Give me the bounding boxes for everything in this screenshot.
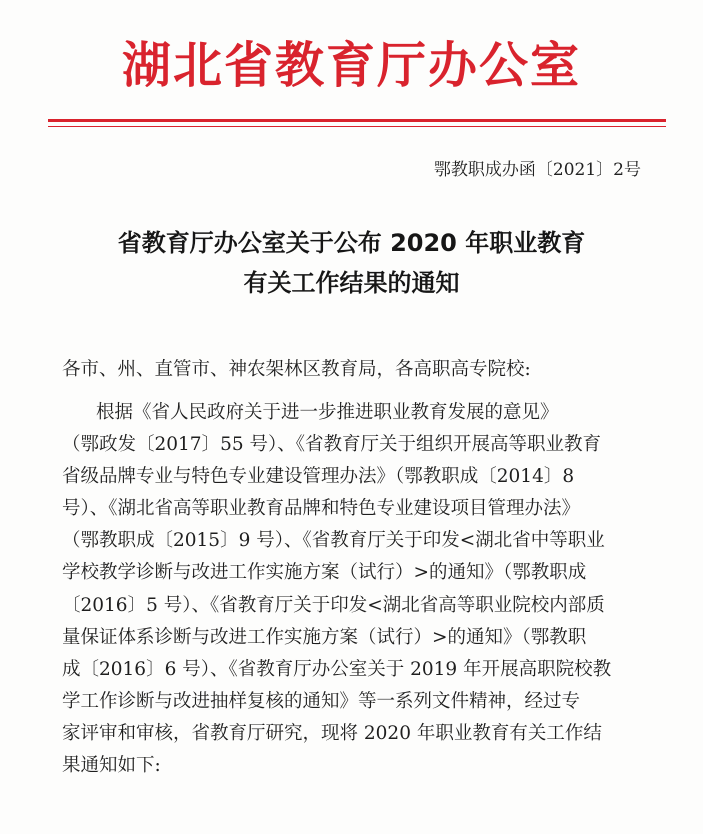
body-line-12: 果通知如下:	[62, 755, 161, 776]
body-line-1: 根据《省人民政府关于进一步推进职业教育发展的意见》	[96, 402, 559, 423]
document-title-line-2: 有关工作结果的通知	[243, 269, 460, 297]
document-number: 鄂教职成办函〔2021〕2号	[433, 160, 641, 180]
body-line-4: 号）、《湖北省高等职业教育品牌和特色专业建设项目管理办法》	[62, 498, 581, 519]
body-line-11: 家评审和审核，省教育厅研究，现将 2020 年职业教育有关工作结	[62, 723, 602, 744]
body-line-7: 〔2016〕5 号）、《省教育厅关于印发<湖北省高等职业院校内部质	[62, 595, 605, 616]
body-line-10: 学工作诊断与改进抽样复核的通知》等一系列文件精神，经过专	[62, 691, 581, 712]
body-line-6: 学校教学诊断与改进工作实施方案（试行）>的通知》（鄂教职成	[62, 562, 587, 583]
body-line-2: （鄂政发〔2017〕55 号）、《省教育厅关于组织开展高等职业教育	[62, 434, 602, 455]
letterhead-title: 湖北省教育厅办公室	[121, 37, 581, 94]
body-line-9: 成〔2016〕6 号）、《省教育厅办公室关于 2019 年开展高职院校教	[62, 659, 612, 680]
letterhead-rule-thin	[48, 126, 666, 127]
salutation: 各市、州、直管市、神农架林区教育局，各高职高专院校:	[62, 359, 531, 380]
body-line-5: （鄂教职成〔2015〕9 号）、《省教育厅关于印发<湖北省中等职业	[62, 530, 605, 551]
body-line-8: 量保证体系诊断与改进工作实施方案（试行）>的通知》（鄂教职	[62, 627, 587, 648]
body-line-3: 省级品牌专业与特色专业建设管理办法》（鄂教职成〔2014〕8	[62, 466, 575, 487]
letterhead-rule-thick	[48, 119, 666, 122]
document-title-line-1: 省教育厅办公室关于公布 2020 年职业教育	[117, 229, 586, 257]
